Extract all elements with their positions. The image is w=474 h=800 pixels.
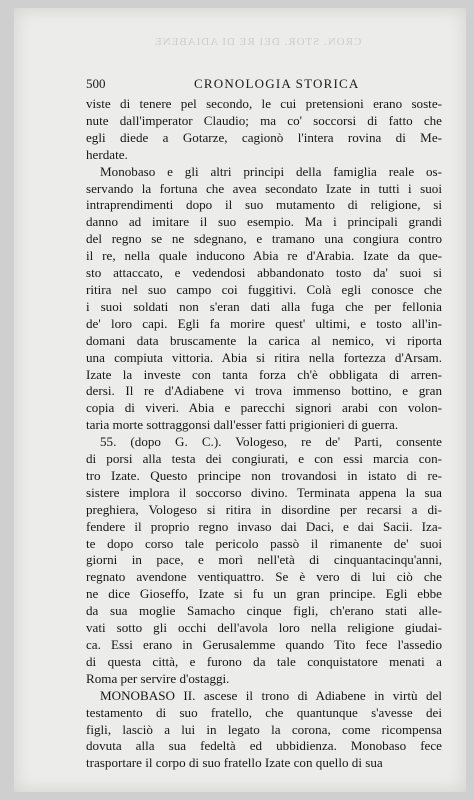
text-line: fendere il proprio regno invaso dai Daci, e dai Sacii. Iza- — [86, 518, 442, 534]
text-line: il re, nella quale inducono Abia re d'Arabia. Izate da que- — [86, 248, 442, 264]
text-line: del regno se ne sdegnano, e tramano una congiura contro — [86, 231, 442, 247]
text-line: testamento di suo fratello, che quantunque s'avesse dei — [86, 704, 442, 720]
text-line: dovuta alla sua fedeltà ed ubbidienza. Monobaso fece — [86, 738, 442, 754]
text-line: taria morte sottraggonsi dall'esser fatti prigionieri di guerra. — [86, 417, 399, 433]
text-line: 55. (dopo G. C.). Vologeso, re de' Parti, consente — [100, 434, 442, 450]
text-line: intraprendimenti dopo il suo mutamento di religione, si — [86, 197, 442, 213]
text-line: tro Izate. Questo principe non trovandosi in istato di re- — [86, 467, 442, 483]
text-line: ca. Essi erano in Gerusalemme quando Tito fece l'assedio — [86, 637, 442, 652]
text-line: copia di viveri. Abia e parecchi signori arabi con volon- — [86, 400, 442, 416]
text-line: regnato avendone ventiquattro. Se è vero di lui ciò che — [86, 569, 442, 585]
book-page — [14, 8, 466, 792]
text-line: ne dice Gioseffo, Izate si fu un gran principe. Egli ebbe — [86, 586, 442, 602]
bleed-through-text: CRON. STOR. DEI RE DI ADIABENE — [154, 36, 362, 48]
paragraph — [86, 164, 442, 435]
text-line: di porsi alla testa dei congiurati, e con essi marcia con- — [86, 451, 442, 467]
text-line: figli, lasciò a lui in legato la corona, come ricompensa — [86, 721, 442, 737]
text-line: giorni in pace, e morì nell'età di cinquantacinqu'anni, — [86, 552, 442, 568]
text-line: i suoi soldati non s'eran dati alla fuga che per fellonia — [86, 298, 442, 314]
text-line: nute dall'imperator Claudio; ma co' soccorsi di fatto che — [86, 112, 442, 128]
text-line: domani data bruscamente la carica al nemico, vi riporta — [86, 332, 442, 348]
text-line: herdate. — [86, 146, 128, 162]
paragraph — [86, 434, 442, 688]
paragraph — [86, 96, 442, 164]
text-line: sistere implora il soccorso divino. Terminata appena la sua — [86, 484, 442, 500]
page-number: 500 — [86, 76, 106, 91]
text-line: sto attaccato, e vedendosi abbandonato tosto da' suoi si — [86, 265, 442, 281]
text-line: dersi. Il re d'Adiabene vi trova immenso bottino, e gran — [86, 383, 442, 399]
text-line: Roma per servire d'ostaggi. — [86, 670, 230, 686]
text-line: Izate la investe con tanta forza ch'è obbligata di arren- — [86, 366, 442, 382]
text-line: danno ad imitare il suo esempio. Ma i principali grandi — [86, 214, 442, 230]
text-line: una compiuta vittoria. Abia si ritira nella fortezza d'Arsam. — [86, 349, 442, 365]
text-line: egli diede a Gotarze, cagionò l'intera rovina di Me- — [86, 129, 442, 145]
text-line: te dopo corso tale pericolo passò il rimanente de' suoi — [86, 535, 442, 551]
running-head: CRONOLOGIA STORICA — [194, 76, 360, 91]
text-line: di questa città, e furono da tale conquistatore menati a — [86, 653, 442, 669]
text-line: preghiera, Vologeso si ritira in disordine per recarsi a di- — [86, 501, 442, 517]
text-line: Monobaso e gli altri principi della famiglia reale os- — [100, 163, 442, 179]
text-line: servando la fortuna che avea secondato Izate in tutti i suoi — [86, 180, 442, 196]
text-line: viste di tenere pel secondo, le cui pretensioni erano soste- — [86, 96, 442, 111]
paragraph — [86, 688, 442, 773]
text-line: trasportare il corpo di suo fratello Izate con quello di sua — [86, 755, 383, 771]
text-line: MONOBASO II. ascese il trono di Adiabene in virtù del — [100, 687, 442, 703]
text-line: vati sotto gli occhi dell'avola loro nella religione giudai- — [86, 620, 442, 636]
body-text — [86, 96, 442, 772]
text-line: de' loro capi. Egli fa morire quest' ultimi, e tosto all'in- — [86, 315, 442, 331]
text-line: ritira nel suo campo coi fuggitivi. Colà egli conosce che — [86, 281, 442, 297]
text-line: da sua moglie Samacho cinque figli, ch'erano stati alle- — [86, 603, 442, 619]
page-header — [86, 76, 442, 94]
